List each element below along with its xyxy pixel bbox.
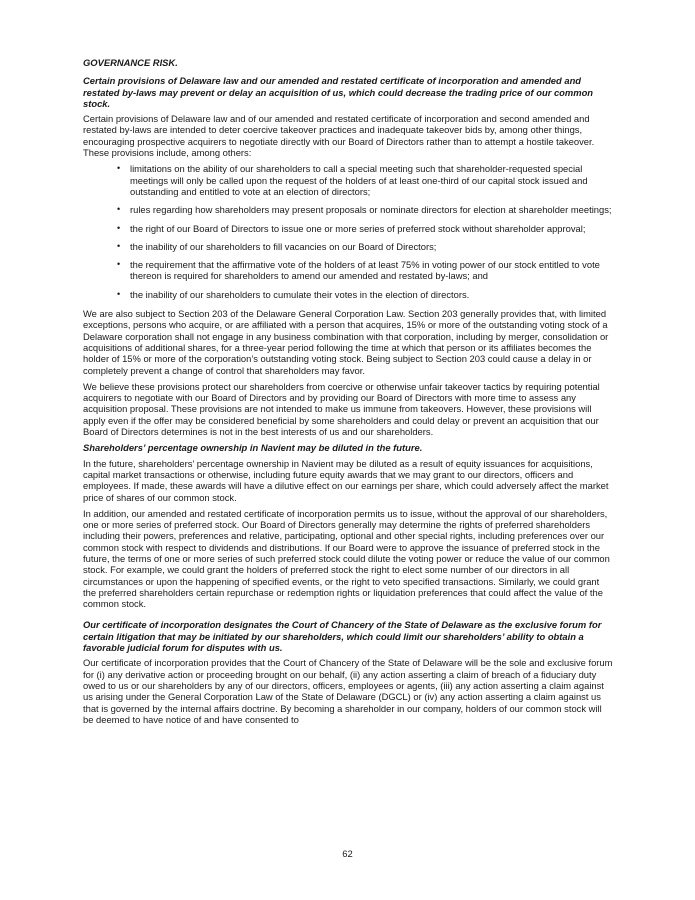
list-item — [83, 223, 614, 234]
list-item — [83, 241, 614, 252]
risk-heading-takeover: Certain provisions of Delaware law and our amended and restated certificate of incorporation and amended and restated by-laws may prevent or delay an acquisition of us, which could decrease the trading price of our common stock. — [83, 75, 594, 109]
list-item — [83, 204, 614, 215]
risk-takeover-intro: Certain provisions of Delaware law and of our amended and restated certificate of incorporation and second amended and restated by-laws are intended to deter coercive takeover practices and inadequate takeover bids by, among other things, encouraging prospective acquirers to negotiate directly with our Board of Directors rather than to attempt a hostile takeover. These provisions include, among others: — [83, 113, 595, 159]
list-item-text: the inability of our shareholders to cumulate their votes in the election of directors. — [130, 288, 470, 300]
list-item — [83, 163, 614, 197]
provisions-list — [83, 163, 614, 300]
risk-heading-dilution: Shareholders’ percentage ownership in Navient may be diluted in the future. — [83, 442, 423, 454]
exclusive-forum-paragraph: Our certificate of incorporation provides that the Court of Chancery of the State of Delaware will be the sole and exclusive forum for (i) any derivative action or proceeding brought on our behalf, (ii) any action asserting a claim of breach of a fiduciary duty owed to us or our shareholders by any of our directors, officers, employees or agents, (iii) any action asserting a claim against us arising under the General Corporation Law of the State of Delaware (DGCL) or (iv) any action asserting a claim against us that is governed by the internal affairs doctrine. By becoming a shareholder in our company, holders of our common stock will be deemed to have notice of and have consented to — [83, 657, 613, 725]
page-content — [83, 57, 614, 730]
bullet-icon: • — [117, 222, 121, 233]
protection-paragraph: We believe these provisions protect our shareholders from coercive or otherwise unfair takeover tactics by requiring potential acquirers to negotiate with our Board of Directors and by providing our Board of Directors with more time to assess any acquisition proposal. These provisions are not intended to make us immune from takeovers. However, these provisions will apply even if the offer may be considered beneficial by some shareholders and could delay or prevent an acquisition that our Board of Directors determines is not in the best interests of us and our shareholders. — [83, 380, 600, 438]
risk-heading-exclusive-forum: Our certificate of incorporation designates the Court of Chancery of the State of Delaware as the exclusive forum for certain litigation that may be initiated by our shareholders, which could limit our shareholders’ ability to obtain a favorable judicial forum for disputes with us. — [83, 619, 602, 654]
list-item-text: rules regarding how shareholders may present proposals or nominate directors for election at shareholder meetings; — [130, 204, 612, 216]
bullet-icon: • — [117, 204, 121, 215]
list-item-text: the right of our Board of Directors to issue one or more series of preferred stock without shareholder approval; — [130, 222, 586, 234]
bullet-icon: • — [117, 240, 121, 251]
section-203-paragraph: We are also subject to Section 203 of the Delaware General Corporation Law. Section 203 generally provides that, with limited exceptions, persons who acquire, or are affiliated with a person that acquires, 15% or more of the outstanding voting stock of a Delaware corporation shall not engage in any business combination with that corporation, including by merger, consolidation or acquisitions of additional shares, for a three-year period following the time at which that person or its affiliates becomes the holder of 15% or more of the corporation’s outstanding voting stock. Being subject to Section 203 could cause a delay in or completely prevent a change of control that shareholders may favor. — [83, 308, 609, 376]
list-item — [83, 259, 614, 282]
page-number: 62 — [342, 848, 353, 859]
bullet-icon: • — [117, 288, 121, 299]
bullet-icon: • — [117, 163, 121, 174]
list-item — [83, 289, 614, 300]
section-title: GOVERNANCE RISK. — [83, 57, 178, 68]
bullet-icon: • — [117, 259, 121, 270]
dilution-paragraph: In the future, shareholders’ percentage ownership in Navient may be diluted as a result of equity issuances for acquisitions, capital market transactions or otherwise, including future equity awards that we may grant to our directors, officers and employees. If made, these awards will have a dilutive effect on our earnings per share, which could adversely affect the market price of shares of our common stock. — [83, 457, 609, 503]
list-item-text: the requirement that the affirmative vote of the holders of at least 75% in voting power of our stock entitled to vote thereon is required for shareholders to amend our amended and restated by-laws; and — [130, 259, 600, 282]
list-item-text: the inability of our shareholders to fill vacancies on our Board of Directors; — [130, 240, 437, 252]
list-item-text: limitations on the ability of our shareholders to call a special meeting such that shareholder-requested special meetings will only be called upon the request of the holders of at least one-third of our capital stock issued and outstanding and entitled to vote at an election of directors; — [130, 163, 588, 197]
preferred-stock-paragraph: In addition, our amended and restated certificate of incorporation permits us to issue, without the approval of our shareholders, one or more series of preferred stock. Our Board of Directors generally may determine the rights of preferred shareholders including their powers, preferences and relative, participating, optional and other special rights, including preferences over our common stock with respect to dividends and distributions. If our Board were to approve the issuance of preferred stock in the future, the terms of one or more series of such preferred stock could dilute the voting power or reduce the value of our common stock. For example, we could grant the holders of preferred stock the right to elect some number of our directors in all circumstances or upon the happening of specified events, or the right to veto specified transactions. Similarly, we could grant the preferred shareholders certain repurchase or redemption rights or liquidation preferences that could affect the value of the common stock. — [83, 507, 610, 610]
